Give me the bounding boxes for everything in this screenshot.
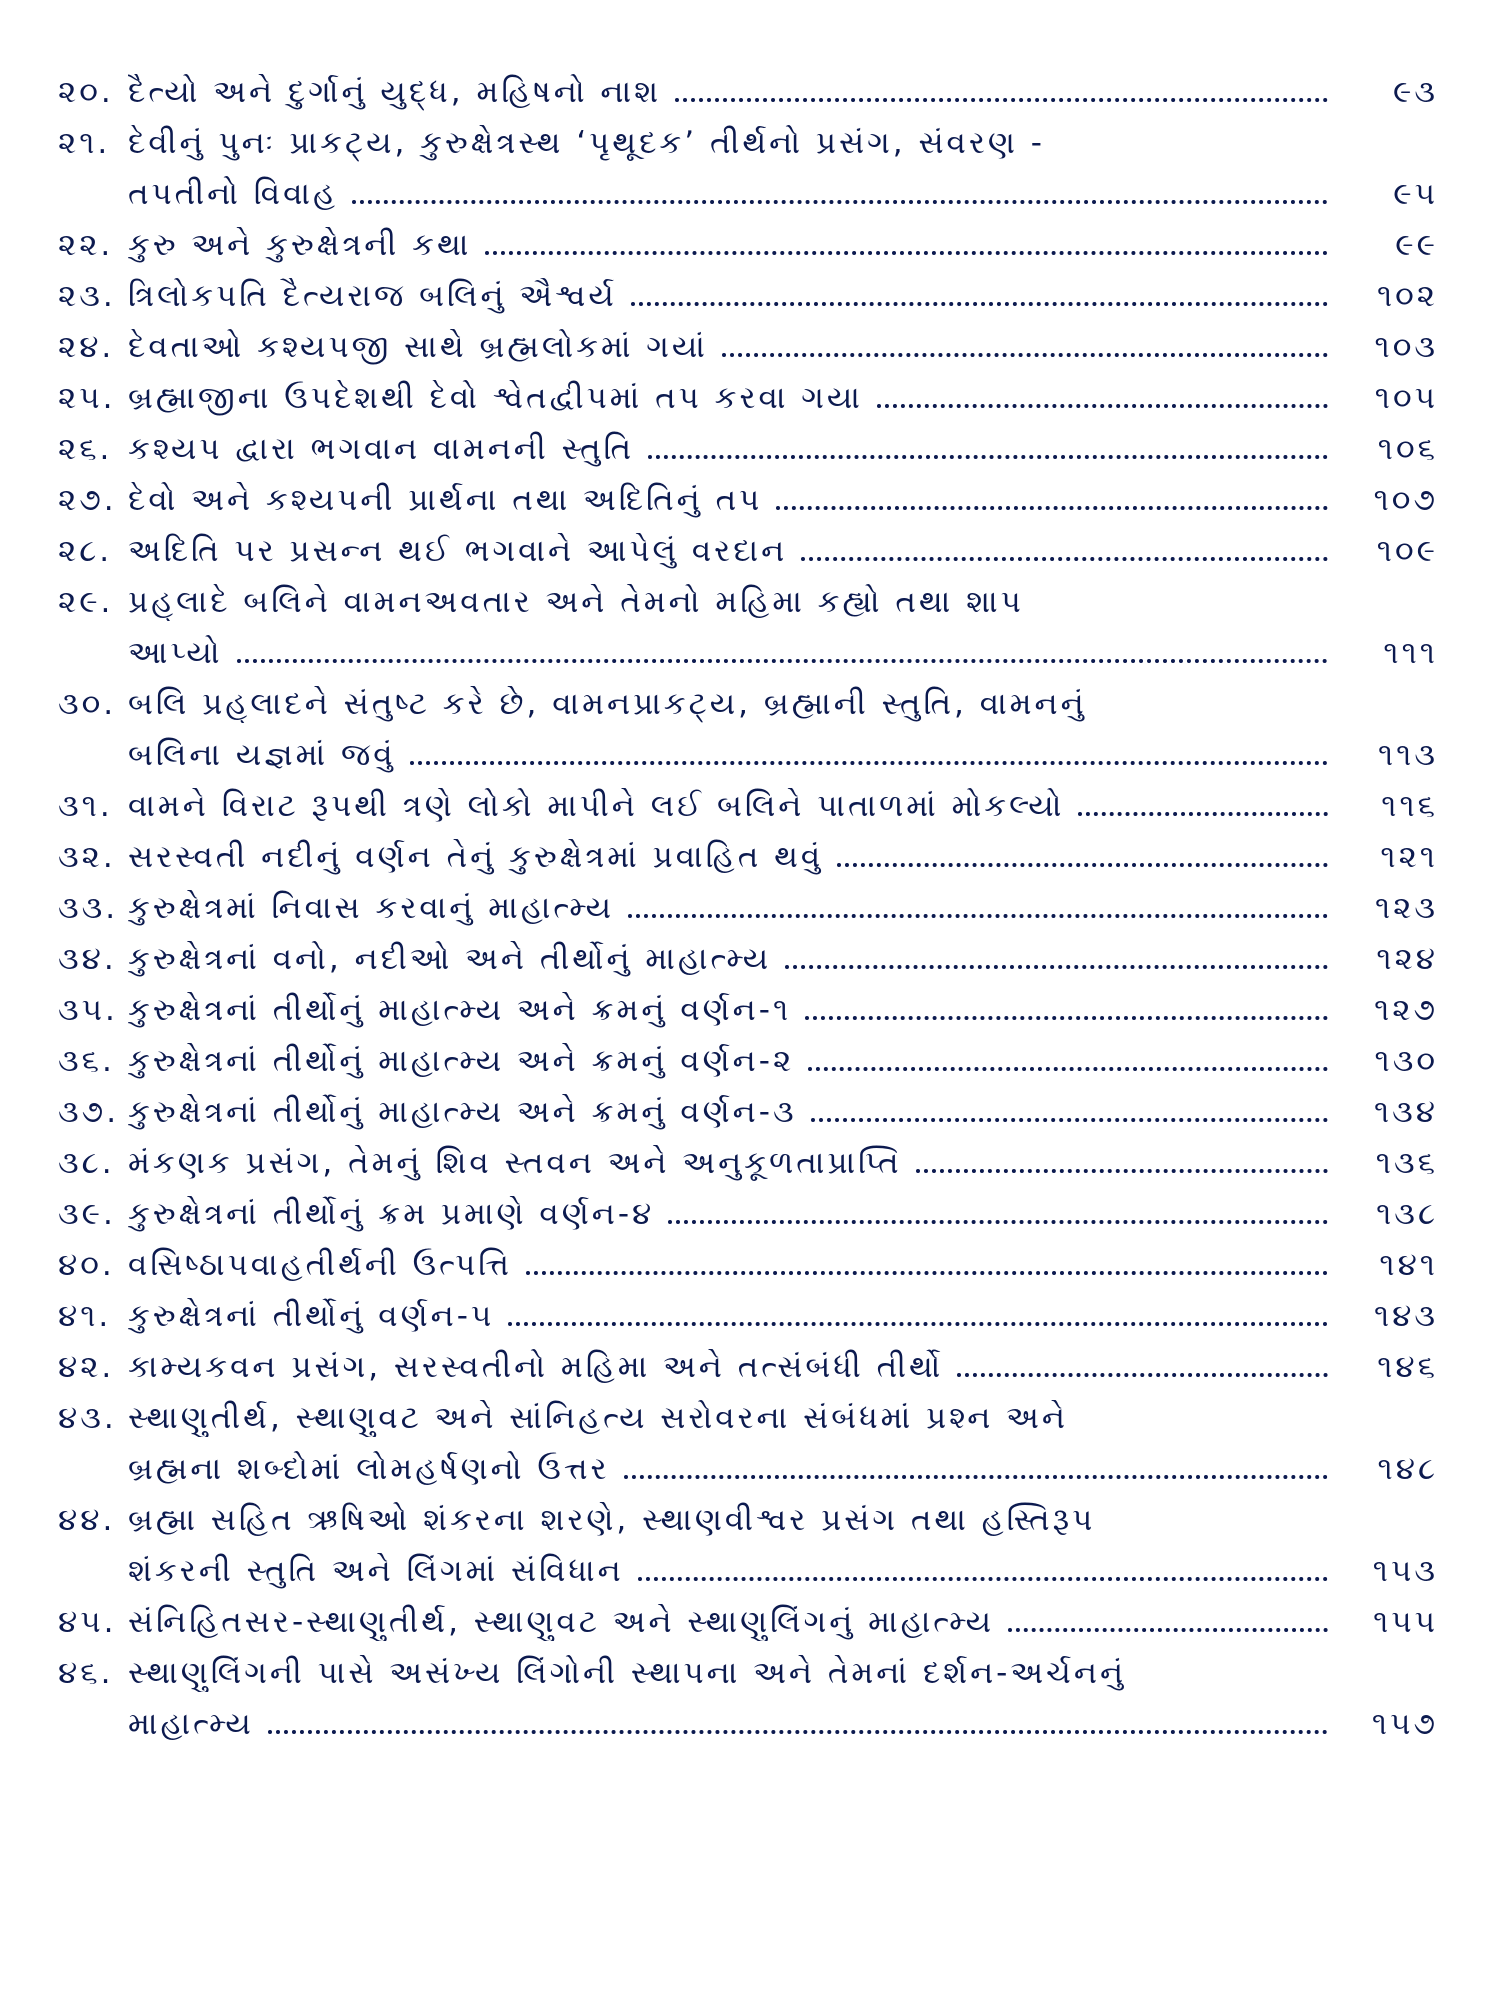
chapter-number: ૩૬.: [58, 1043, 115, 1079]
toc-line: [0, 1437, 1500, 1488]
chapter-title: ત્રિલોકપતિ દૈત્યરાજ બલિનું ઐશ્વર્ય: [128, 278, 617, 314]
chapter-number: ૨૩.: [58, 278, 116, 314]
toc-entry: [0, 1029, 1500, 1080]
chapter-number: ૩૯.: [58, 1196, 116, 1232]
chapter-number: ૨૪.: [58, 329, 115, 365]
chapter-number: ૪૩.: [58, 1400, 117, 1436]
toc-entry: [0, 519, 1500, 570]
toc-line: [0, 1335, 1500, 1386]
chapter-number: ૪૨.: [58, 1349, 115, 1385]
chapter-title: મંકણક પ્રસંગ, તેમનું શિવ સ્તવન અને અનુકૂળતાપ્રાપ્તિ: [128, 1145, 902, 1181]
page-number: ૧૨૧: [1380, 839, 1438, 875]
chapter-title: કુરુક્ષેત્રનાં તીર્થોનું માહાત્મ્ય અને ક્રમનું વર્ણન-૨: [128, 1043, 795, 1079]
page-number: ૧૧૩: [1377, 737, 1438, 773]
chapter-title: સ્થાણુતીર્થ, સ્થાણુવટ અને સાંનિહત્ય સરોવરના સંબંધમાં પ્રશ્ન અને: [128, 1400, 1068, 1436]
chapter-number: ૨૨.: [58, 227, 114, 263]
toc-entry: [0, 366, 1500, 417]
toc-entry: [0, 213, 1500, 264]
chapter-title: દેવીનું પુનઃ પ્રાકટ્ય, કુરુક્ષેત્રસ્થ ‘પૃથૂદક’ તીર્થનો પ્રસંગ, સંવરણ -: [128, 125, 1045, 161]
toc-line: [0, 1131, 1500, 1182]
toc-entry: [0, 876, 1500, 927]
chapter-title: દેવતાઓ કશ્યપજી સાથે બ્રહ્મલોકમાં ગયાં: [128, 329, 708, 365]
page-number: ૧૦૨: [1376, 278, 1438, 314]
toc-entry: [0, 570, 1500, 672]
toc-entry: [0, 60, 1500, 111]
page-number: ૧૦૯: [1376, 533, 1438, 569]
toc-line: [0, 315, 1500, 366]
page-number: ૧૦૭: [1373, 482, 1438, 518]
toc-entry: [0, 978, 1500, 1029]
page-number: ૧૫૫: [1373, 1604, 1438, 1640]
page-number: ૧૫૩: [1372, 1553, 1438, 1589]
chapter-number: ૩૧.: [58, 788, 113, 824]
page-number: ૧૫૭: [1371, 1706, 1438, 1742]
chapter-title: કુરુ અને કુરુક્ષેત્રની કથા: [128, 227, 472, 263]
toc-line: [0, 213, 1500, 264]
toc-line: [0, 876, 1500, 927]
dot-leader: [352, 200, 1328, 204]
toc-line: [0, 162, 1500, 213]
dot-leader: [811, 1118, 1328, 1122]
dot-leader: [638, 1577, 1328, 1581]
chapter-title: સ્થાણુલિંગની પાસે અસંખ્ય લિંગોની સ્થાપના અને તેમનાં દર્શન-અર્ચનનું: [128, 1655, 1127, 1691]
chapter-title: દૈત્યો અને દુર્ગાનું યુદ્ધ, મહિષનો નાશ: [128, 74, 662, 110]
toc-line: [0, 417, 1500, 468]
toc-line: [0, 1029, 1500, 1080]
chapter-number: ૩૪.: [58, 941, 117, 977]
page-number: ૯૩: [1393, 74, 1438, 110]
toc-entry: [0, 1182, 1500, 1233]
chapter-number: ૨૬.: [58, 431, 113, 467]
toc-entry: [0, 1131, 1500, 1182]
dot-leader: [776, 506, 1328, 510]
dot-leader: [801, 557, 1328, 561]
chapter-title: બ્રહ્મા સહિત ઋષિઓ શંકરના શરણે, સ્થાણવીશ્વર પ્રસંગ તથા હસ્તિરૂપ: [128, 1502, 1096, 1538]
chapter-number: ૩૫.: [58, 992, 118, 1028]
toc-line: [0, 978, 1500, 1029]
chapter-title: તપતીનો વિવાહ: [128, 176, 339, 212]
toc-entry: [0, 1080, 1500, 1131]
dot-leader: [410, 761, 1328, 765]
chapter-number: ૨૮.: [58, 533, 113, 569]
dot-leader: [628, 914, 1328, 918]
page-number: ૧૨૩: [1374, 890, 1438, 926]
toc-line: [0, 1692, 1500, 1743]
toc-entry: [0, 111, 1500, 213]
dot-leader: [268, 1730, 1328, 1734]
chapter-title: કુરુક્ષેત્રનાં તીર્થોનું માહાત્મ્ય અને ક્રમનું વર્ણન-૩: [128, 1094, 797, 1130]
dot-leader: [805, 1016, 1328, 1020]
chapter-title: સરસ્વતી નદીનું વર્ણન તેનું કુરુક્ષેત્રમાં પ્રવાહિત થવું: [128, 839, 824, 875]
dot-leader: [957, 1373, 1328, 1377]
toc-entry: [0, 672, 1500, 774]
page-number: ૯૫: [1393, 176, 1438, 212]
toc-line: [0, 1539, 1500, 1590]
dot-leader: [668, 1220, 1328, 1224]
page-number: ૧૦૩: [1374, 329, 1438, 365]
chapter-title: કુરુક્ષેત્રનાં તીર્થોનું માહાત્મ્ય અને ક્રમનું વર્ણન-૧: [128, 992, 792, 1028]
toc-entry: [0, 264, 1500, 315]
toc-entry: [0, 774, 1500, 825]
toc-entry: [0, 1233, 1500, 1284]
chapter-title: શંકરની સ્તુતિ અને લિંગમાં સંવિધાન: [128, 1553, 624, 1589]
dot-leader: [675, 98, 1328, 102]
page-number: ૧૪૮: [1377, 1451, 1438, 1487]
toc-entry: [0, 1386, 1500, 1488]
dot-leader: [237, 659, 1329, 663]
chapter-title: બલિના યજ્ઞમાં જવું: [128, 737, 396, 773]
chapter-title: વસિષ્ઠાપવાહતીર્થની ઉત્પત્તિ: [128, 1247, 512, 1283]
page-number: ૧૧૬: [1381, 788, 1438, 824]
page-number: ૧૨૪: [1376, 941, 1438, 977]
dot-leader: [508, 1322, 1328, 1326]
chapter-title: બલિ પ્રહ્‌લાદને સંતુષ્ટ કરે છે, વામનપ્રાકટ્ય, બ્રહ્માની સ્તુતિ, વામનનું: [128, 686, 1087, 722]
chapter-number: ૩૦.: [58, 686, 117, 722]
toc-entry: [0, 1284, 1500, 1335]
toc-line: [0, 1182, 1500, 1233]
chapter-number: ૨૧.: [58, 125, 111, 161]
chapter-number: ૩૮.: [58, 1145, 115, 1181]
toc-entry: [0, 1335, 1500, 1386]
chapter-title: માહાત્મ્ય: [128, 1706, 254, 1742]
dot-leader: [526, 1271, 1328, 1275]
dot-leader: [808, 1067, 1328, 1071]
chapter-title: અદિતિ પર પ્રસન્ન થઈ ભગવાને આપેલું વરદાન: [128, 533, 788, 569]
dot-leader: [916, 1169, 1328, 1173]
page-number: ૧૦૫: [1374, 380, 1438, 416]
chapter-number: ૨૫.: [58, 380, 116, 416]
toc-entry: [0, 468, 1500, 519]
chapter-title: કુરુક્ષેત્રનાં તીર્થોનું વર્ણન-૫: [128, 1298, 495, 1334]
page-number: ૧૦૬: [1377, 431, 1438, 467]
toc-line: [0, 366, 1500, 417]
page-number: ૧૪૬: [1377, 1349, 1438, 1385]
page-number: ૧૨૭: [1374, 992, 1438, 1028]
chapter-title: બ્રહ્માજીના ઉપદેશથી દેવો શ્વેતદ્વીપમાં તપ કરવા ગયા: [128, 380, 863, 416]
dot-leader: [631, 302, 1328, 306]
toc-line: [0, 774, 1500, 825]
dot-leader: [1008, 1628, 1328, 1632]
toc-line: [0, 927, 1500, 978]
chapter-title: કુરુક્ષેત્રનાં વનો, નદીઓ અને તીર્થોનું માહાત્મ્ય: [128, 941, 772, 977]
toc-line: [0, 1080, 1500, 1131]
page-number: ૧૩૬: [1375, 1145, 1438, 1181]
chapter-title: કશ્યપ દ્વારા ભગવાન વામનની સ્તુતિ: [128, 431, 635, 467]
toc-line: [0, 672, 1500, 723]
dot-leader: [837, 863, 1328, 867]
page-number: ૯૯: [1395, 227, 1438, 263]
dot-leader: [485, 251, 1328, 255]
toc-line: [0, 621, 1500, 672]
chapter-title: બ્રહ્મના શબ્દોમાં લોમહર્ષણનો ઉત્તર: [128, 1451, 610, 1487]
page-number: ૧૧૧: [1383, 635, 1438, 671]
toc-line: [0, 1488, 1500, 1539]
toc-line: [0, 264, 1500, 315]
toc-line: [0, 570, 1500, 621]
chapter-title: કુરુક્ષેત્રમાં નિવાસ કરવાનું માહાત્મ્ય: [128, 890, 615, 926]
chapter-title: દેવો અને કશ્યપની પ્રાર્થના તથા અદિતિનું તપ: [128, 482, 763, 518]
dot-leader: [1078, 812, 1328, 816]
chapter-number: ૨૭.: [58, 482, 117, 518]
chapter-title: પ્રહ્‌લાદે બલિને વામનઅવતાર અને તેમનો મહિમા કહ્યો તથા શાપ: [128, 584, 1024, 620]
chapter-number: ૩૨.: [58, 839, 116, 875]
toc-line: [0, 1641, 1500, 1692]
toc-line: [0, 825, 1500, 876]
toc-line: [0, 468, 1500, 519]
toc-line: [0, 723, 1500, 774]
toc-line: [0, 1590, 1500, 1641]
page-number: ૧૩૪: [1373, 1094, 1438, 1130]
toc-entry: [0, 417, 1500, 468]
table-of-contents: [0, 60, 1500, 1990]
chapter-title: કુરુક્ષેત્રનાં તીર્થોનું ક્રમ પ્રમાણે વર્ણન-૪: [128, 1196, 655, 1232]
toc-entry: [0, 927, 1500, 978]
dot-leader: [624, 1475, 1328, 1479]
toc-line: [0, 111, 1500, 162]
dot-leader: [648, 455, 1328, 459]
toc-line: [0, 1386, 1500, 1437]
chapter-number: ૨૦.: [58, 74, 114, 110]
toc-entry: [0, 315, 1500, 366]
dot-leader: [877, 404, 1328, 408]
toc-line: [0, 1233, 1500, 1284]
toc-entry: [0, 825, 1500, 876]
chapter-title: કામ્યકવન પ્રસંગ, સરસ્વતીનો મહિમા અને તત્સંબંધી તીર્થો: [128, 1349, 944, 1385]
page-number: ૧૪૩: [1373, 1298, 1438, 1334]
dot-leader: [785, 965, 1328, 969]
chapter-number: ૪૧.: [58, 1298, 112, 1334]
chapter-number: ૩૭.: [58, 1094, 120, 1130]
dot-leader: [722, 353, 1328, 357]
chapter-title: સંનિહિતસર-સ્થાણુતીર્થ, સ્થાણુવટ અને સ્થાણુલિંગનું માહાત્મ્ય: [128, 1604, 994, 1640]
chapter-number: ૪૪.: [58, 1502, 116, 1538]
chapter-title: વામને વિરાટ રૂપથી ત્રણે લોકો માપીને લઈ બલિને પાતાળમાં મોકલ્યો: [128, 788, 1065, 824]
page-number: ૧૪૧: [1379, 1247, 1438, 1283]
chapter-number: ૨૯.: [58, 584, 114, 620]
chapter-title: આપ્યો: [128, 635, 223, 671]
toc-line: [0, 519, 1500, 570]
chapter-number: ૪૬.: [58, 1655, 114, 1691]
toc-line: [0, 60, 1500, 111]
page-number: ૧૩૦: [1374, 1043, 1438, 1079]
toc-line: [0, 1284, 1500, 1335]
chapter-number: ૪૫.: [58, 1604, 117, 1640]
chapter-number: ૩૩.: [58, 890, 119, 926]
page-number: ૧૩૮: [1376, 1196, 1438, 1232]
chapter-number: ૪૦.: [58, 1247, 115, 1283]
toc-entry: [0, 1488, 1500, 1590]
toc-entry: [0, 1641, 1500, 1743]
toc-entry: [0, 1590, 1500, 1641]
